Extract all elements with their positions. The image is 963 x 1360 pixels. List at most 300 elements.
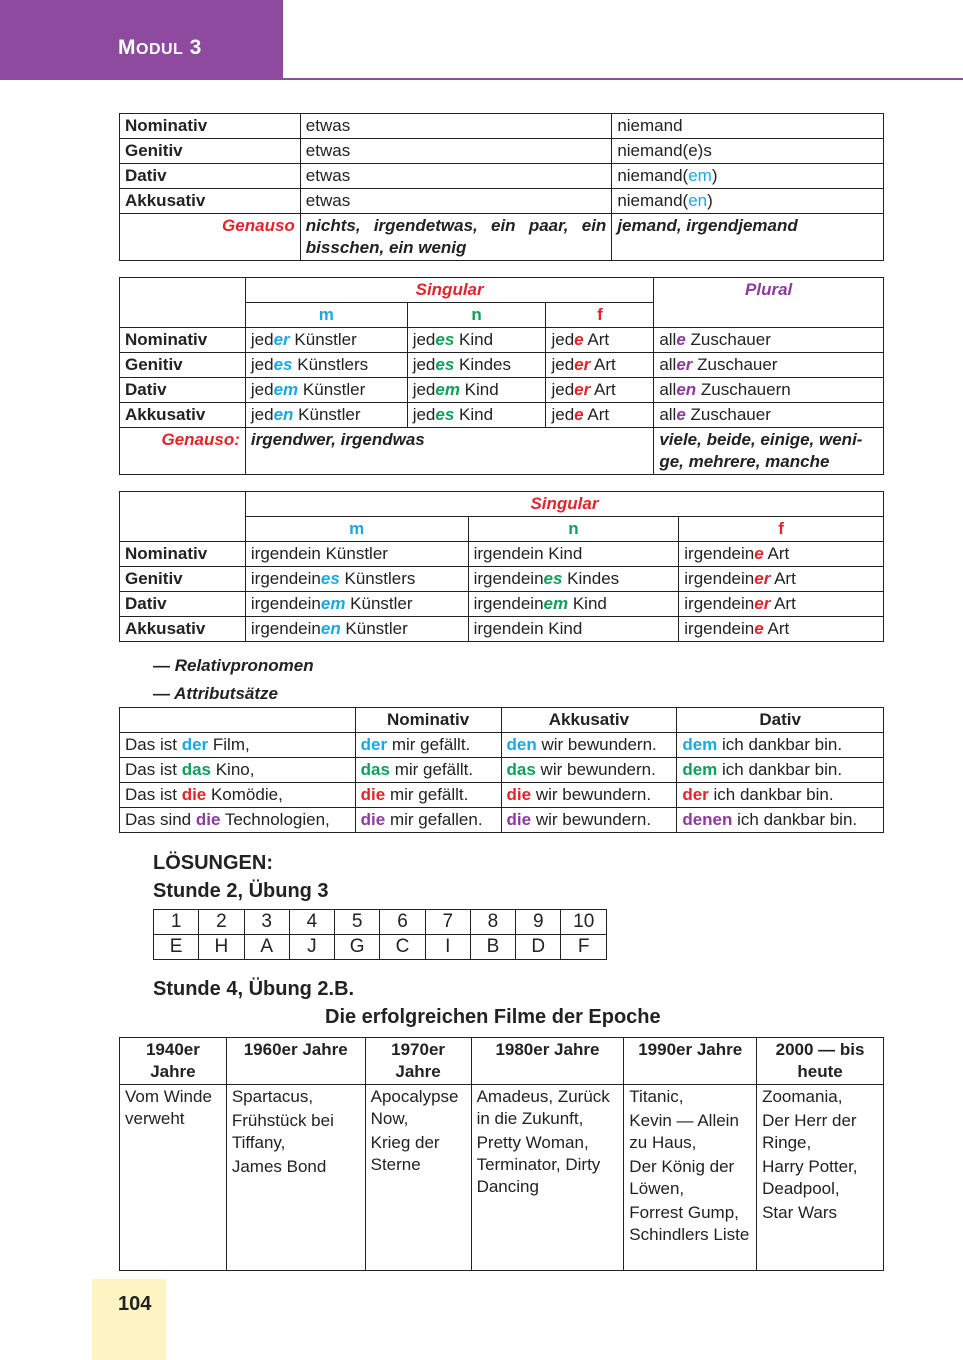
text-span: Genitiv — [125, 141, 183, 160]
sentence-cell — [120, 733, 356, 758]
text-span: Dativ — [125, 166, 167, 185]
text-span: etwas — [305, 191, 351, 210]
genauso-label — [120, 214, 301, 261]
table-row — [120, 378, 884, 403]
sentence-cell — [120, 783, 356, 808]
header-row — [120, 1038, 884, 1085]
text-span: er — [273, 330, 290, 349]
niemand-cell — [612, 139, 884, 164]
text-span: Zuschauer — [685, 330, 771, 349]
empty-cell — [120, 492, 246, 542]
case-cell — [120, 328, 246, 353]
films-cell — [365, 1085, 471, 1271]
text-span: niemand(e)s — [617, 141, 712, 160]
text-span: e — [676, 405, 686, 424]
films-cell — [624, 1085, 757, 1271]
gender-m — [245, 303, 407, 328]
text-span: etwas — [305, 166, 351, 185]
text-span: 1970er Jahre — [391, 1040, 446, 1081]
answer-letter — [289, 935, 334, 960]
text-span: mir gefällt. — [389, 760, 474, 779]
numbers-row — [154, 910, 607, 935]
answer-number — [289, 910, 334, 935]
case-cell — [120, 139, 301, 164]
text-span: Kindes — [562, 569, 620, 588]
films-title: Die erfolgreichen Filme der Epoche — [325, 1006, 661, 1028]
films-cell — [757, 1085, 884, 1271]
text-span: Künstler — [298, 380, 366, 399]
form-cell-n — [407, 403, 546, 428]
niemand-cell — [612, 164, 884, 189]
table-row — [120, 403, 884, 428]
decade-header — [471, 1038, 624, 1085]
text-span: em — [543, 594, 569, 613]
text-span: 2000 — bis heute — [775, 1040, 865, 1081]
stunde4-heading: Stunde 4, Übung 2.B. — [153, 978, 355, 1000]
text-span: Dativ — [759, 710, 801, 729]
dativ-cell — [677, 808, 884, 833]
table-row — [120, 808, 884, 833]
form-cell-f — [679, 617, 884, 642]
text-span: Technologien, — [220, 810, 330, 829]
text-span: es — [273, 355, 293, 374]
case-cell — [120, 353, 246, 378]
form-cell-m — [245, 567, 468, 592]
films-cell — [471, 1085, 624, 1271]
text-span: der — [181, 735, 209, 754]
text-span: es — [435, 330, 455, 349]
text-span: all — [659, 405, 677, 424]
text-span: Kind — [543, 544, 583, 563]
form-cell-p — [654, 353, 884, 378]
letters-row — [154, 935, 607, 960]
text-span: Akkusativ — [125, 619, 206, 638]
form-cell-p — [654, 328, 884, 353]
text-span: nichts, irgendetwas, ein paar, ein bisschen, ein wenig — [305, 216, 607, 257]
text-span: em — [273, 380, 299, 399]
empty-cell — [120, 708, 356, 733]
decade-header — [365, 1038, 471, 1085]
page-number-box — [92, 1279, 166, 1360]
text-span: Künstlers — [339, 569, 416, 588]
case-cell — [120, 378, 246, 403]
text-span: G — [349, 936, 365, 957]
text-span: viele, beide, einige, weni-ge, mehrere, manche — [659, 430, 863, 471]
films-row — [120, 1085, 884, 1271]
text-span: es — [320, 569, 340, 588]
text-span: Das ist — [125, 735, 182, 754]
text-span: Künstler — [293, 405, 361, 424]
text-span: jed — [412, 405, 436, 424]
sentence-cell — [120, 758, 356, 783]
film-entry: Spartacus, — [231, 1087, 314, 1106]
text-span: Genitiv — [125, 355, 183, 374]
text-span: Zuschauer — [685, 405, 771, 424]
text-span: 1940er Jahre — [145, 1040, 200, 1081]
genauso-label — [120, 428, 246, 475]
nominativ-cell — [355, 733, 501, 758]
case-header — [677, 708, 884, 733]
table-row-genauso — [120, 428, 884, 475]
text-span: Kind — [454, 330, 494, 349]
akkusativ-cell — [501, 808, 677, 833]
form-cell-m — [245, 542, 468, 567]
table-row — [120, 114, 884, 139]
films-cell — [226, 1085, 365, 1271]
text-span: die — [181, 785, 207, 804]
text-span: A — [260, 936, 274, 957]
form-cell-n — [407, 353, 546, 378]
text-span: Künstlers — [292, 355, 369, 374]
text-span: 1 — [170, 911, 182, 932]
text-span: Komödie, — [206, 785, 283, 804]
answer-number — [470, 910, 515, 935]
genauso-etwas — [300, 214, 612, 261]
text-span: f — [597, 305, 603, 324]
text-span: irgendein — [250, 569, 321, 588]
form-cell-n — [407, 328, 546, 353]
text-span: 7 — [442, 911, 454, 932]
text-span: em — [320, 594, 346, 613]
nominativ-cell — [355, 783, 501, 808]
film-entry: Der Herr der Ringe, — [762, 1111, 857, 1152]
table-row — [120, 139, 884, 164]
text-span: irgendein — [473, 594, 544, 613]
text-span: irgendein — [684, 594, 755, 613]
form-cell-f — [546, 403, 654, 428]
dativ-cell — [677, 758, 884, 783]
loesungen-heading: LÖSUNGEN: — [153, 852, 273, 874]
text-span: Nominativ — [125, 544, 208, 563]
text-span: Dativ — [125, 380, 167, 399]
text-span: irgendein — [684, 569, 755, 588]
text-span: etwas — [305, 141, 351, 160]
film-entry: Amadeus, Zurück in die Zukunft, — [476, 1087, 610, 1128]
text-span: wir bewundern. — [536, 735, 657, 754]
table-row — [120, 758, 884, 783]
text-span: all — [659, 380, 677, 399]
text-span: ich dankbar bin. — [717, 760, 843, 779]
akkusativ-cell — [501, 758, 677, 783]
text-span: irgendein — [473, 544, 544, 563]
header-row — [120, 278, 884, 303]
text-span: Art — [763, 544, 790, 563]
text-span: 8 — [487, 911, 499, 932]
text-span: die — [506, 785, 532, 804]
text-span: ich dankbar bin. — [717, 735, 843, 754]
text-span: jemand, irgendjemand — [617, 216, 798, 235]
text-span: er — [676, 355, 693, 374]
form-cell-f — [546, 328, 654, 353]
form-cell-m — [245, 617, 468, 642]
text-span: dem — [682, 760, 718, 779]
form-cell-n — [468, 542, 679, 567]
decade-header — [624, 1038, 757, 1085]
text-span: Künstler — [345, 594, 413, 613]
table-row — [120, 328, 884, 353]
case-cell — [120, 114, 301, 139]
header-row — [120, 708, 884, 733]
text-span: niemand( — [617, 166, 689, 185]
text-span: Genauso — [222, 216, 295, 235]
form-cell-m — [245, 328, 407, 353]
text-span: Singular — [530, 494, 599, 513]
form-cell-n — [468, 592, 679, 617]
form-cell-f — [679, 542, 884, 567]
text-span: m — [318, 305, 334, 324]
film-entry: Frühstück bei Tiffany, — [231, 1111, 334, 1152]
answer-number — [380, 910, 425, 935]
film-entry: Pretty Woman, Terminator, Dirty Dancing — [476, 1133, 601, 1196]
text-span: irgendein — [250, 544, 321, 563]
text-span: der — [360, 735, 388, 754]
etwas-cell — [300, 189, 612, 214]
text-span: Dativ — [125, 594, 167, 613]
gender-n — [468, 517, 679, 542]
etwas-cell — [300, 114, 612, 139]
text-span: F — [577, 936, 590, 957]
answer-number — [516, 910, 561, 935]
text-span: B — [486, 936, 500, 957]
table-row — [120, 783, 884, 808]
dativ-cell — [677, 783, 884, 808]
text-span: irgendein — [684, 619, 755, 638]
text-span: irgendein — [250, 594, 321, 613]
form-cell-f — [546, 378, 654, 403]
text-span: Art — [590, 380, 616, 399]
decade-header — [757, 1038, 884, 1085]
text-span: die — [360, 785, 386, 804]
relative-pronoun-table — [119, 707, 884, 833]
films-cell — [120, 1085, 227, 1271]
text-span: jed — [412, 355, 436, 374]
text-span: ) — [711, 166, 718, 185]
decade-header — [120, 1038, 227, 1085]
text-span: Art — [770, 569, 796, 588]
answer-number — [425, 910, 470, 935]
case-cell — [120, 164, 301, 189]
text-span: irgendein — [473, 619, 544, 638]
sentence-cell — [120, 808, 356, 833]
genauso-singular — [245, 428, 653, 475]
text-span: er — [754, 569, 771, 588]
text-span: e — [574, 405, 584, 424]
text-span: Art — [770, 594, 796, 613]
text-span: denen — [682, 810, 733, 829]
text-span: mir gefällt. — [387, 735, 471, 754]
text-span: Künstler — [320, 544, 388, 563]
text-span: em — [688, 166, 712, 185]
table-row — [120, 189, 884, 214]
answer-letter — [470, 935, 515, 960]
answer-number — [561, 910, 607, 935]
text-span: Das ist — [125, 785, 182, 804]
text-span: 9 — [532, 911, 544, 932]
case-cell — [120, 592, 246, 617]
text-span: etwas — [305, 116, 351, 135]
text-span: Kindes — [454, 355, 511, 374]
text-span: 10 — [573, 911, 595, 932]
text-span: Das sind — [125, 810, 196, 829]
niemand-cell — [612, 189, 884, 214]
answer-letter — [516, 935, 561, 960]
module-title: MODUL 3 — [118, 36, 202, 59]
text-span: Das ist — [125, 760, 182, 779]
text-span: m — [349, 519, 365, 538]
text-span: Kind — [454, 405, 494, 424]
text-span: Nominativ — [125, 116, 208, 135]
text-span: e — [754, 619, 764, 638]
text-span: er — [574, 380, 591, 399]
text-span: wir bewundern. — [531, 785, 652, 804]
form-cell-n — [407, 378, 546, 403]
indefinite-pronoun-table — [119, 113, 884, 261]
text-span: Zuschauer — [692, 355, 778, 374]
film-entry: Zoomania, — [762, 1087, 843, 1106]
text-span: Nominativ — [387, 710, 470, 729]
text-span: E — [169, 936, 183, 957]
case-cell — [120, 567, 246, 592]
stunde2-heading: Stunde 2, Übung 3 — [153, 880, 329, 902]
text-span: der — [682, 785, 709, 804]
table-row — [120, 353, 884, 378]
text-span: en — [688, 191, 708, 210]
text-span: den — [506, 735, 537, 754]
answer-letter — [154, 935, 199, 960]
answer-number — [335, 910, 380, 935]
text-span: e — [676, 330, 686, 349]
text-span: Genauso: — [161, 430, 240, 449]
film-entry: Apocalypse Now, — [370, 1087, 459, 1128]
text-span: all — [659, 330, 677, 349]
text-span: ) — [707, 191, 713, 210]
text-span: Künstler — [340, 619, 408, 638]
case-cell — [120, 403, 246, 428]
singular-header — [245, 278, 653, 303]
text-span: dem — [682, 735, 718, 754]
film-entry: Vom Winde verweht — [125, 1087, 212, 1128]
form-cell-f — [679, 567, 884, 592]
answer-letter — [425, 935, 470, 960]
text-span: Kind — [543, 619, 583, 638]
topic-attributsaetze: — Attributsätze — [153, 684, 278, 703]
genauso-plural — [654, 428, 884, 475]
page-number: 104 — [118, 1293, 152, 1315]
form-cell-m — [245, 353, 407, 378]
text-span: jed — [412, 330, 436, 349]
answer-letter — [380, 935, 425, 960]
film-entry: Titanic, — [629, 1087, 684, 1106]
text-span: jed — [551, 355, 575, 374]
text-span: mir gefallen. — [385, 810, 483, 829]
film-entry: Kevin — Allein zu Haus, — [629, 1111, 739, 1152]
text-span: mir gefällt. — [385, 785, 469, 804]
text-span: Akkusativ — [548, 710, 630, 729]
film-entry: Harry Potter, Deadpool, — [762, 1157, 858, 1198]
text-span: Art — [583, 405, 610, 424]
case-cell — [120, 189, 301, 214]
answer-number — [154, 910, 199, 935]
irgendein-table — [119, 491, 884, 642]
text-span: en — [273, 405, 294, 424]
answer-letter — [244, 935, 289, 960]
form-cell-m — [245, 403, 407, 428]
text-span: 6 — [397, 911, 408, 932]
text-span: n — [568, 519, 579, 538]
text-span: Art — [583, 330, 610, 349]
table-row — [120, 592, 884, 617]
text-span: Akkusativ — [125, 405, 206, 424]
header-row — [120, 492, 884, 517]
text-span: H — [214, 936, 229, 957]
form-cell-m — [245, 378, 407, 403]
text-span: es — [435, 405, 455, 424]
text-span: niemand — [617, 116, 683, 135]
film-entry: Krieg der Sterne — [370, 1133, 440, 1174]
text-span: Plural — [745, 280, 793, 299]
text-span: all — [659, 355, 677, 374]
gender-f — [546, 303, 654, 328]
table-row — [120, 542, 884, 567]
form-cell-n — [468, 617, 679, 642]
dativ-cell — [677, 733, 884, 758]
text-span: Art — [590, 355, 616, 374]
text-span: wir bewundern. — [535, 760, 656, 779]
case-cell — [120, 542, 246, 567]
akkusativ-cell — [501, 783, 677, 808]
text-span: irgendein — [473, 569, 544, 588]
text-span: Kino, — [210, 760, 255, 779]
topic-relativpronomen: — Relativpronomen — [153, 656, 314, 675]
text-span: er — [754, 594, 771, 613]
text-span: das — [181, 760, 211, 779]
text-span: f — [778, 519, 784, 538]
case-header — [355, 708, 501, 733]
text-span: das — [506, 760, 536, 779]
text-span: Akkusativ — [125, 191, 206, 210]
text-span: die — [195, 810, 221, 829]
text-span: es — [435, 355, 455, 374]
text-span: er — [574, 355, 591, 374]
form-cell-p — [654, 378, 884, 403]
text-span: ich dankbar bin. — [708, 785, 834, 804]
singular-header — [245, 492, 883, 517]
table-row-genauso — [120, 214, 884, 261]
jeder-aller-table — [119, 277, 884, 475]
text-span: Zuschauern — [696, 380, 791, 399]
etwas-cell — [300, 164, 612, 189]
text-span: em — [435, 380, 460, 399]
text-span: 5 — [351, 911, 363, 932]
gender-m — [245, 517, 468, 542]
answer-letter — [561, 935, 607, 960]
answers-table — [153, 909, 607, 960]
text-span: J — [307, 936, 317, 957]
decade-header — [226, 1038, 365, 1085]
text-span: e — [754, 544, 764, 563]
text-span: jed — [250, 355, 274, 374]
text-span: D — [531, 936, 546, 957]
text-span: I — [445, 936, 451, 957]
header-rule — [283, 78, 963, 80]
text-span: C — [395, 936, 410, 957]
text-span: jed — [250, 380, 274, 399]
text-span: ich dankbar bin. — [732, 810, 858, 829]
text-span: jed — [412, 380, 436, 399]
film-entry: James Bond — [231, 1157, 327, 1176]
text-span: 4 — [306, 911, 318, 932]
text-span: es — [543, 569, 563, 588]
